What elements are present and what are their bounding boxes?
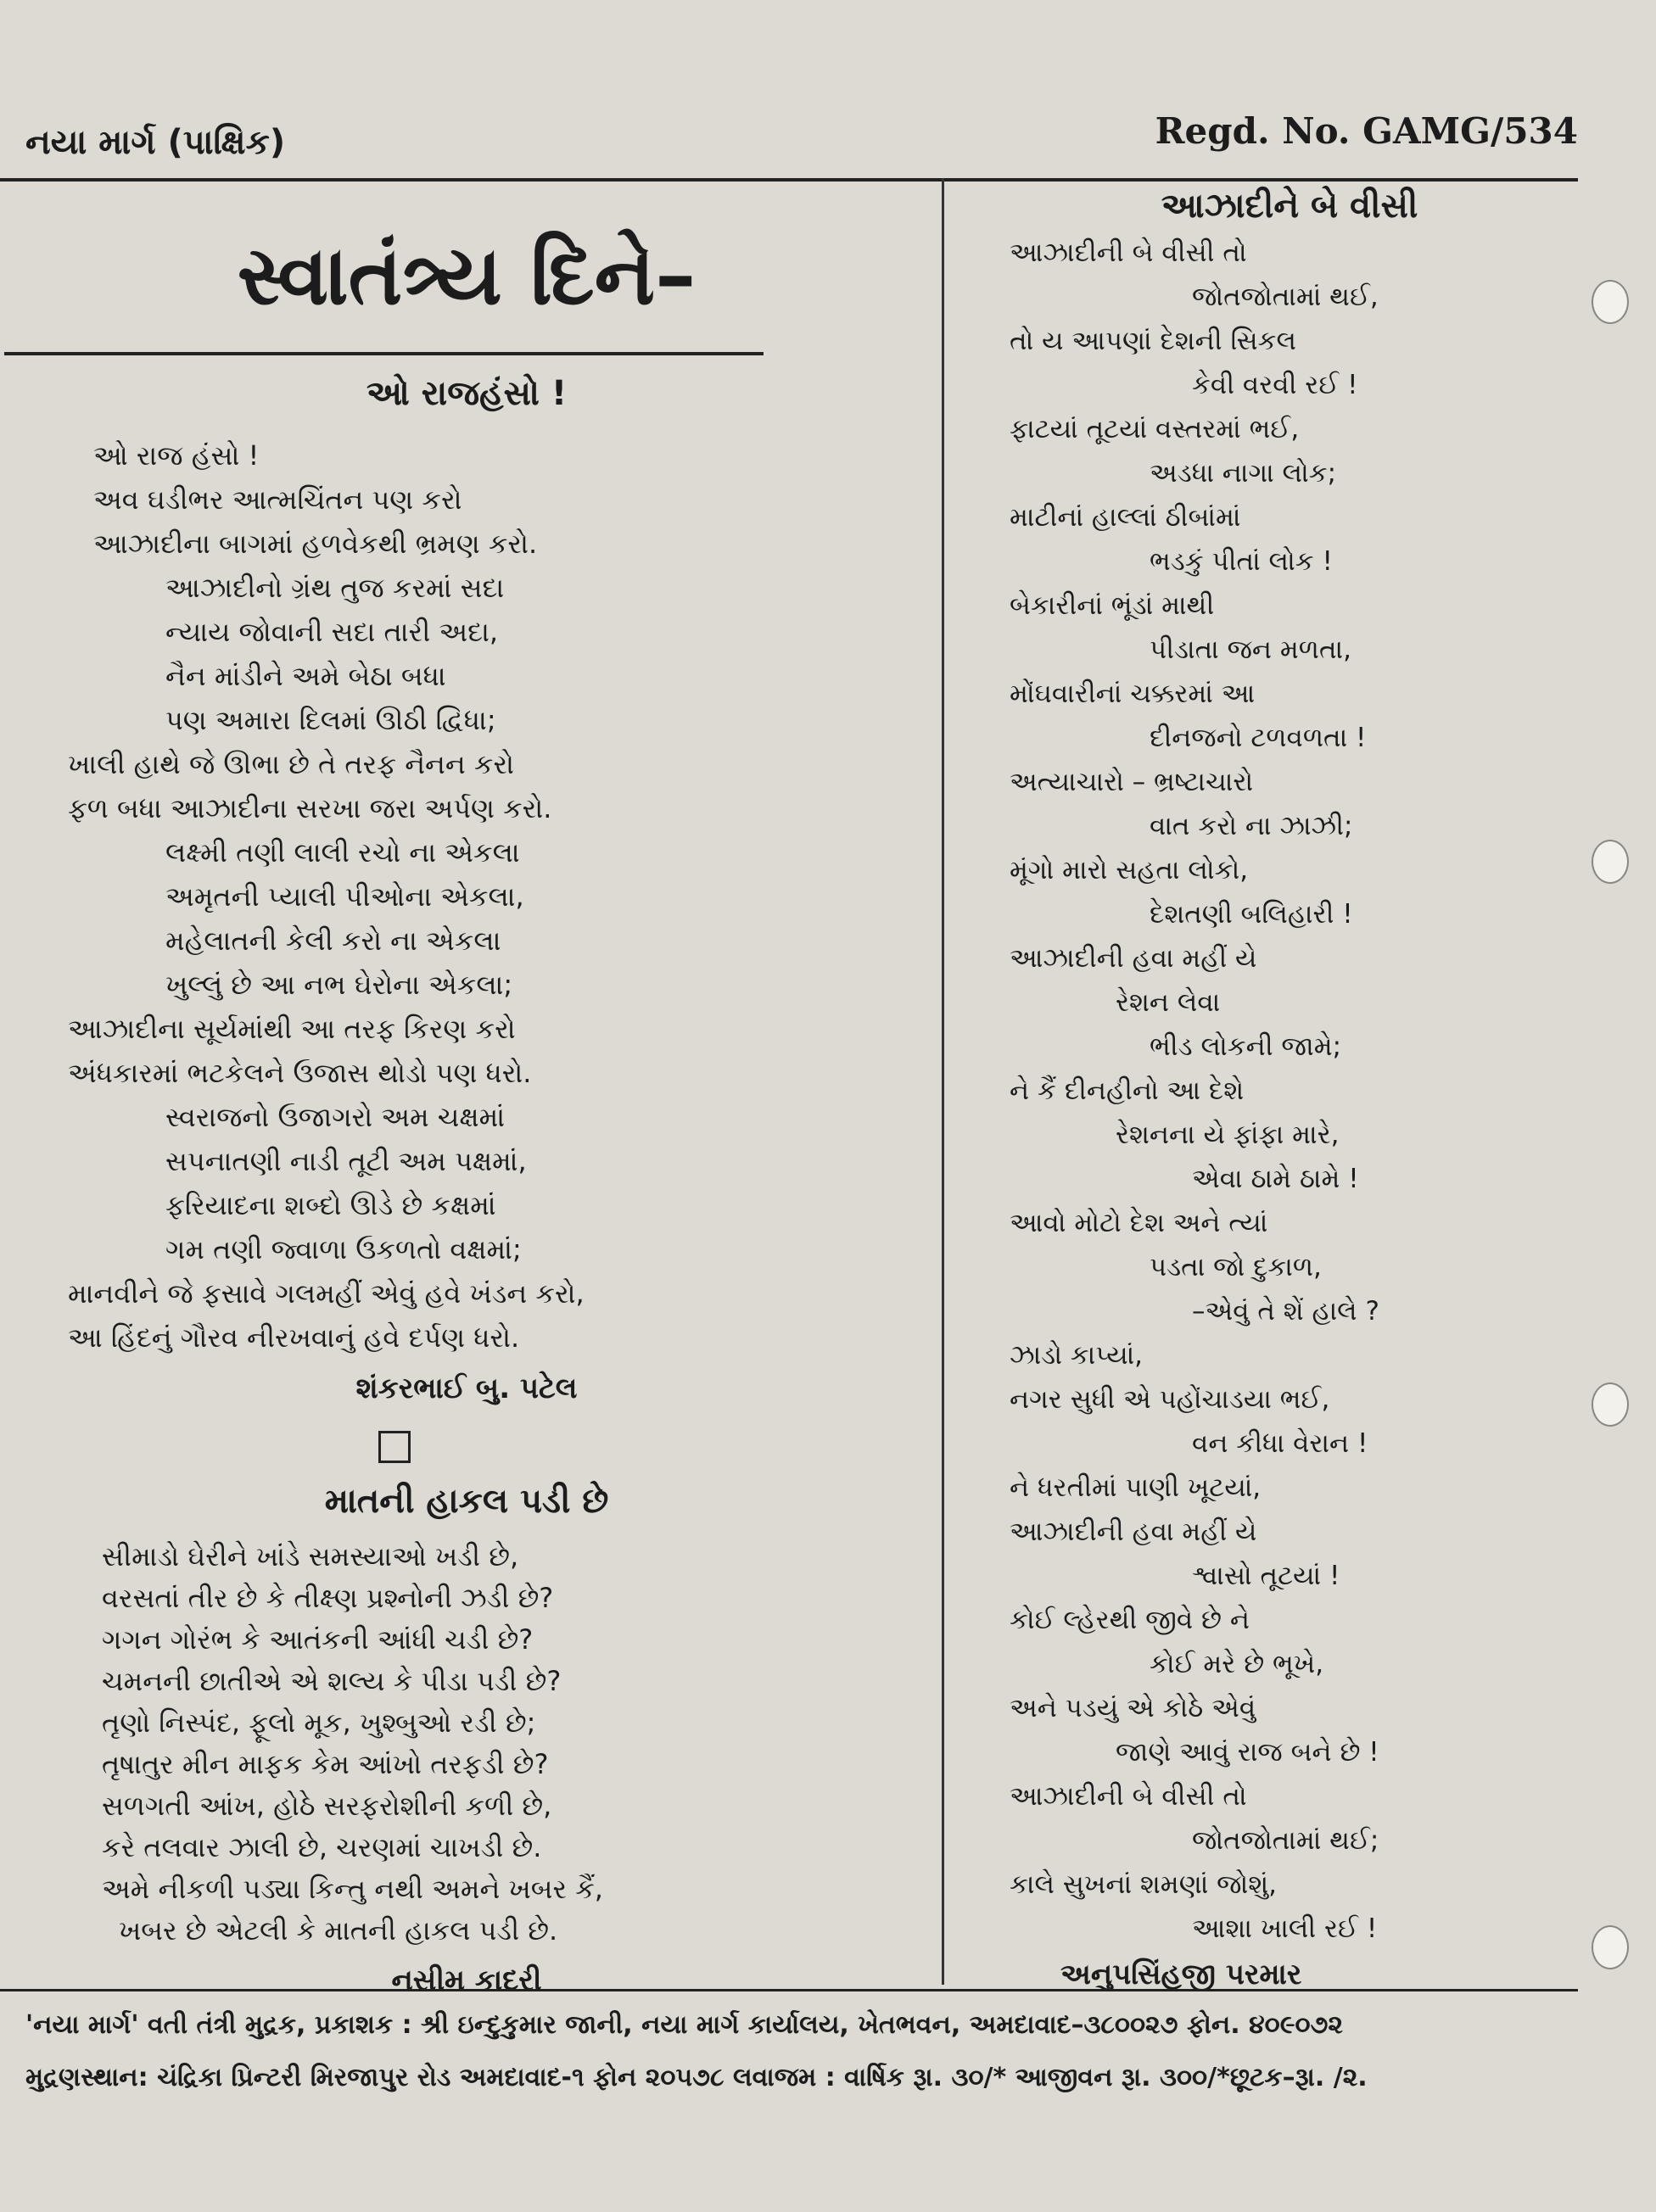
poem-line: અત્યાચારો – ભ્રષ્ટાચારો (1010, 767, 1254, 797)
poem-line: ગમ તણી જ્વાળા ઉકળતો વક્ષમાં; (165, 1233, 522, 1265)
poem-line: ઝાડો કાપ્યાં, (1010, 1340, 1144, 1371)
poem-line: વરસતાં તીર છે કે તીક્ષ્ણ પ્રશ્નોની ઝડી છે? (102, 1582, 554, 1614)
poem-line: રેશન લેવા (1116, 987, 1221, 1018)
title-rule (4, 352, 764, 355)
poem-line: આઝાદીની હવા મહીં યે (1010, 1517, 1257, 1547)
poem-line: વન કીધા વેરાન ! (1192, 1428, 1368, 1459)
poem-line: કરે તલવાર ઝાલી છે, ચરણમાં ચાખડી છે. (102, 1831, 542, 1863)
poem-line: પડતા જો દુકાળ, (1150, 1252, 1322, 1282)
poem-line: ને કૈં દીનહીનો આ દેશે (1010, 1075, 1245, 1106)
punch-hole (1592, 280, 1629, 324)
punch-hole (1592, 1925, 1629, 1969)
poem-line: –એવું તે શેં હાલે ? (1192, 1296, 1379, 1327)
poem-line: મહેલાતની કેલી કરો ના એકલા (165, 924, 501, 957)
poem-line: બેકારીનાં ભૂંડાં માથી (1010, 590, 1215, 621)
poem-line: ઓ રાજ હંસો ! (93, 439, 260, 472)
poem-line: સપનાતણી નાડી તૂટી અમ પક્ષમાં, (165, 1145, 527, 1177)
poem-line: સ્વરાજનો ઉજાગરો અમ ચક્ષમાં (165, 1101, 506, 1133)
punch-hole (1592, 1382, 1629, 1427)
poem-line: કોઈ મરે છે ભૂખે, (1150, 1649, 1324, 1679)
poem-line: સીમાડો ઘેરીને ખાંડે સમસ્યાઓ ખડી છે, (102, 1540, 519, 1572)
left-column (0, 178, 933, 2008)
poem-line: સળગતી આંખ, હોઠે સરફરોશીની કળી છે, (102, 1790, 552, 1822)
poem-line: ફળ બધા આઝાદીના સરખા જરા અર્પણ કરો. (68, 792, 552, 824)
poem-line: ભડકું પીતાં લોક ! (1150, 546, 1333, 577)
poem-line: ફાટયાં તૂટયાં વસ્તરમાં ભઈ, (1010, 414, 1300, 444)
poem-line: શ્વાસો તૂટયાં ! (1192, 1561, 1340, 1591)
right-column (950, 178, 1578, 1991)
poem-line: ખાલી હાથે જે ઊભા છે તે તરફ નૈનન કરો (68, 748, 515, 780)
registration-number: Regd. No. GAMG/534 (1155, 110, 1578, 152)
poem-line: ખુલ્લું છે આ નભ ઘેરોના એકલા; (165, 969, 513, 1001)
poem-line: રેશનના યે ફાંફા મારે, (1116, 1120, 1340, 1150)
poem-line: મોંઘવારીનાં ચક્કરમાં આ (1010, 679, 1256, 709)
poem-line: અમૃતની પ્યાલી પીઓના એકલા, (165, 880, 524, 913)
column-divider (942, 178, 944, 1985)
poem-line: ફરિયાદના શબ્દો ઊડે છે કક્ષમાં (165, 1189, 496, 1221)
punch-hole (1592, 840, 1629, 884)
poem-line: આઝાદીનો ગ્રંથ તુજ કરમાં સદા (165, 572, 505, 604)
poem1-title: ઓ રાજહંસો ! (366, 374, 568, 413)
poem3-title: આઝાદીને બે વીસી (1161, 187, 1418, 226)
poem-line: મૂંગો મારો સહતા લોકો, (1010, 855, 1249, 885)
poem-line: કાલે સુખનાં શમણાં જોશું, (1010, 1869, 1278, 1900)
poem-line: ભીડ લોકની જામે; (1150, 1031, 1342, 1062)
poem-line: માટીનાં હાલ્લાં ઠીબાંમાં (1010, 502, 1241, 533)
poem-line: કેવી વરવી રઈ ! (1192, 370, 1358, 400)
poem-line: આશા ખાલી રઈ ! (1192, 1913, 1378, 1944)
poem-line: આઝાદીના બાગમાં હળવેકથી ભ્રમણ કરો. (93, 528, 538, 560)
printer-line: મુદ્રણસ્થાન: ચંદ્રિકા પ્રિન્ટરી મિરજાપુર રોડ અમદાવાદ-૧ ફોન ૨૦૫૭૮ લવાજમ : વાર્ષિક રૂા. ૩૦/* આજીવન રૂા. ૩૦૦/*છૂટક–રૂા. /૨. (25, 2063, 1368, 2092)
poem2-lines (0, 1536, 933, 1952)
poem-line: નૈન માંડીને અમે બેઠા બધા (165, 660, 446, 692)
poem-line: આઝાદીના સૂર્યમાંથી આ તરફ કિરણ કરો (68, 1013, 516, 1045)
poem1-author: શંકરભાઈ બુ. પટેલ (355, 1371, 578, 1405)
publication-name: નયા માર્ગ (પાક્ષિક) (25, 123, 286, 162)
poem-line: કોઈ લ્હેરથી જીવે છે ને (1010, 1605, 1250, 1635)
poem-line: ચમનની છાતીએ એ શલ્ય કે પીડા પડી છે? (102, 1665, 562, 1697)
poem-line: જાણે આવું રાજ બને છે ! (1116, 1737, 1379, 1768)
poem-line: તૃષાતુર મીન માફક કેમ આંખો તરફડી છે? (102, 1748, 549, 1780)
poem-line: અમે નીકળી પડ્યા કિન્તુ નથી અમને ખબર કૈં, (102, 1873, 603, 1905)
poem-line: ખબર છે એટલી કે માતની હાકલ પડી છે. (119, 1914, 558, 1947)
poem-line: પણ અમારા દિલમાં ઊઠી દ્વિધા; (165, 704, 496, 736)
separator-box (378, 1431, 411, 1463)
main-title: સ્વાતંત્ર્ય દિને– (237, 228, 697, 323)
poem-line: આઝાદીની બે વીસી તો (1010, 237, 1247, 268)
poem-line: તો ય આપણાં દેશની સિકલ (1010, 326, 1296, 356)
poem-line: આ હિંદનું ગૌરવ નીરખવાનું હવે દર્પણ ધરો. (68, 1321, 520, 1354)
poem-line: લક્ષ્મી તણી લાલી રચો ના એકલા (165, 836, 520, 869)
poem3-lines (950, 231, 1578, 1951)
poem-line: વાત કરો ના ઝાઝી; (1150, 811, 1353, 841)
poem-line: ને ધરતીમાં પાણી ખૂટયાં, (1010, 1472, 1262, 1503)
poem3-author: અનુપસિંહજી પરમાર (1060, 1958, 1302, 1991)
footer-rule (0, 1989, 1578, 1991)
poem-line: પીડાતા જન મળતા, (1150, 634, 1351, 665)
poem-line: જોતજોતામાં થઈ, (1192, 282, 1379, 312)
poem-line: આઝાદીની હવા મહીં યે (1010, 943, 1257, 974)
poem-line: એવા ઠામે ઠામે ! (1192, 1164, 1359, 1194)
poem-line: અને પડયું એ કોઠે એવું (1010, 1693, 1256, 1723)
poem-line: માનવીને જે ફસાવે ગલમહીં એવું હવે ખંડન કરો, (68, 1277, 585, 1310)
poem-line: આવો મોટો દેશ અને ત્યાં (1010, 1208, 1268, 1238)
poem-line: અવ ઘડીભર આત્મચિંતન પણ કરો (93, 483, 462, 516)
poem-line: અંધકારમાં ભટકેલને ઉજાસ થોડો પણ ધરો. (68, 1057, 532, 1089)
poem-line: તૃણો નિસ્પંદ, ફૂલો મૂક, ખુશ્બુઓ રડી છે; (102, 1706, 536, 1739)
publisher-line: 'નયા માર્ગ' વતી તંત્રી મુદ્રક, પ્રકાશક : શ્રી ઇન્દુકુમાર જાની, નયા માર્ગ કાર્યાલય, ખેતભવન, અમદાવાદ–૩૮૦૦૨૭ ફોન. ૪૦૯૦૭૨ (25, 2010, 1344, 2040)
poem-line: નગર સુધી એ પહોંચાડયા ભઈ, (1010, 1384, 1330, 1415)
poem-line: આઝાદીની બે વીસી તો (1010, 1781, 1247, 1812)
poem-line: અડધા નાગા લોક; (1150, 458, 1337, 489)
poem-line: દીનજનો ટળવળતા ! (1150, 723, 1367, 753)
poem1-lines (0, 433, 933, 1360)
poem2-author: નસીમ કાદરી (391, 1963, 542, 1997)
poem-line: દેશતણી બલિહારી ! (1150, 899, 1353, 930)
poem-line: ગગન ગોરંભ કે આતંકની આંધી ચડી છે? (102, 1623, 534, 1656)
poem2-title: માતની હાકલ પડી છે (324, 1482, 609, 1521)
poem-line: ન્યાય જોવાની સદા તારી અદા, (165, 616, 499, 648)
poem-line: જોતજોતામાં થઈ; (1192, 1825, 1379, 1856)
